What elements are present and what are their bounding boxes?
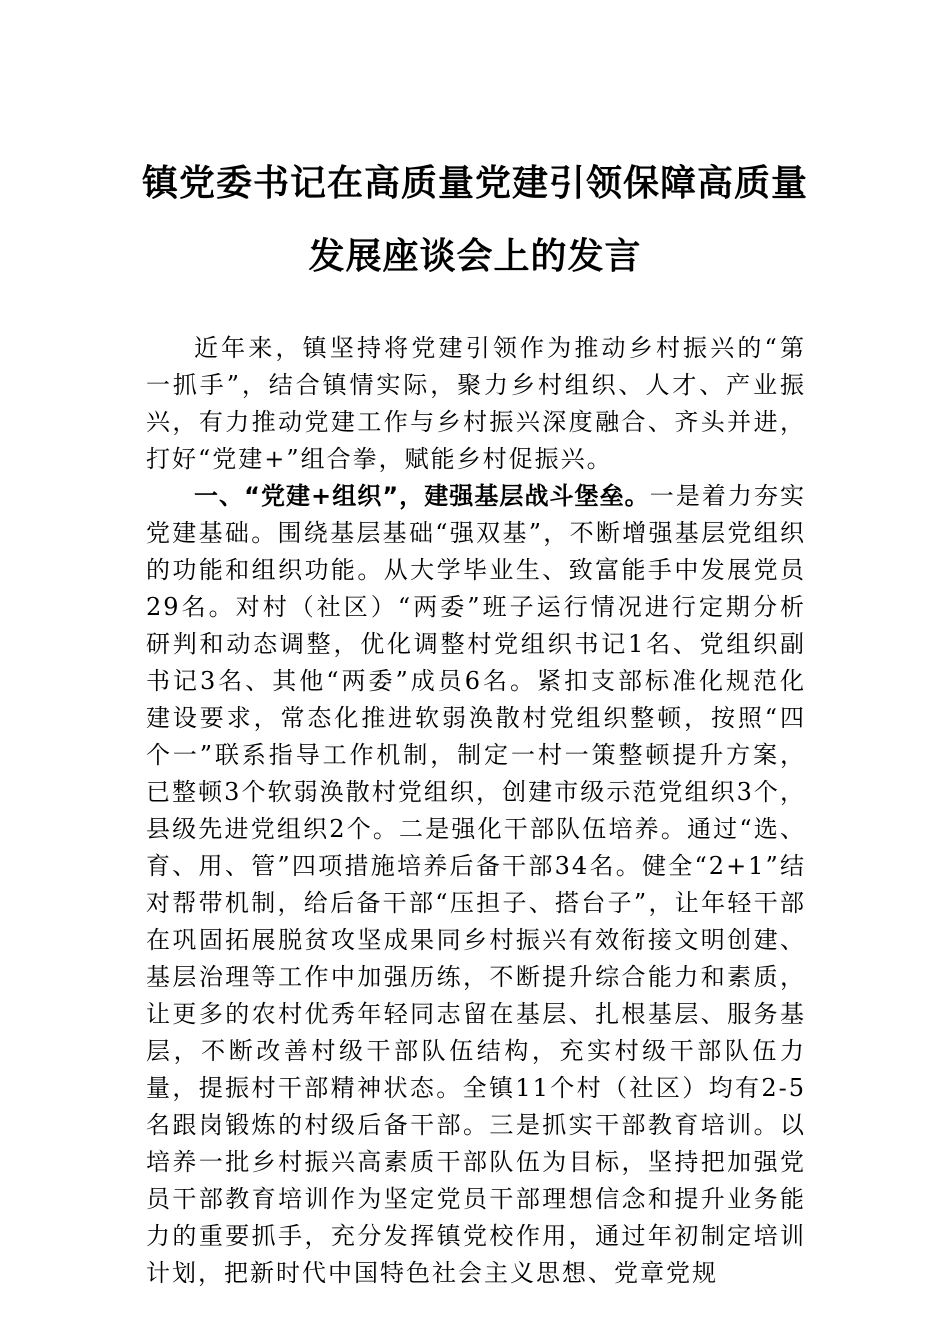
document-body	[146, 330, 806, 1292]
section-1-paragraph	[146, 478, 806, 1292]
document-title-line-2: 发展座谈会上的发言	[308, 235, 642, 277]
section-1-heading: 一、“党建+组织”，建强基层战斗堡垒。	[194, 482, 650, 510]
section-1-body: 一是着力夯实党建基础。围绕基层基础“强双基”，不断增强基层党组织的功能和组织功能。从大学毕业生、致富能手中发展党员29名。对村（社区）“两委”班子运行情况进行定期分析研判和动态调整，优化调整村党组织书记1名、党组织副书记3名、其他“两委”成员6名。紧扣支部标准化规范化建设要求，常态化推进软弱涣散村党组织整顿，按照“四个一”联系指导工作机制，制定一村一策整顿提升方案，已整顿3个软弱涣散村党组织，创建市级示范党组织3个，县级先进党组织2个。二是强化干部队伍培养。通过“选、育、用、管”四项措施培养后备干部34名。健全“2+1”结对帮带机制，给后备干部“压担子、搭台子”，让年轻干部在巩固拓展脱贫攻坚成果同乡村振兴有效衔接文明创建、基层治理等工作中加强历练，不断提升综合能力和素质，让更多的农村优秀年轻同志留在基层、扎根基层、服务基层，不断改善村级干部队伍结构，充实村级干部队伍力量，提振村干部精神状态。全镇11个村（社区）均有2-5名跟岗锻炼的村级后备干部。三是抓实干部教育培训。以培养一批乡村振兴高素质干部队伍为目标，坚持把加强党员干部教育培训作为坚定党员干部理想信念和提升业务能力的重要抓手，充分发挥镇党校作用，通过年初制定培训计划，把新时代中国特色社会主义思想、党章党规	[146, 482, 806, 1287]
intro-paragraph: 近年来，镇坚持将党建引领作为推动乡村振兴的“第一抓手”，结合镇情实际，聚力乡村组织、人才、产业振兴，有力推动党建工作与乡村振兴深度融合、齐头并进，打好“党建+”组合拳，赋能乡村促振兴。	[146, 334, 806, 473]
document-title-line-1: 镇党委书记在高质量党建引领保障高质量	[141, 162, 808, 204]
